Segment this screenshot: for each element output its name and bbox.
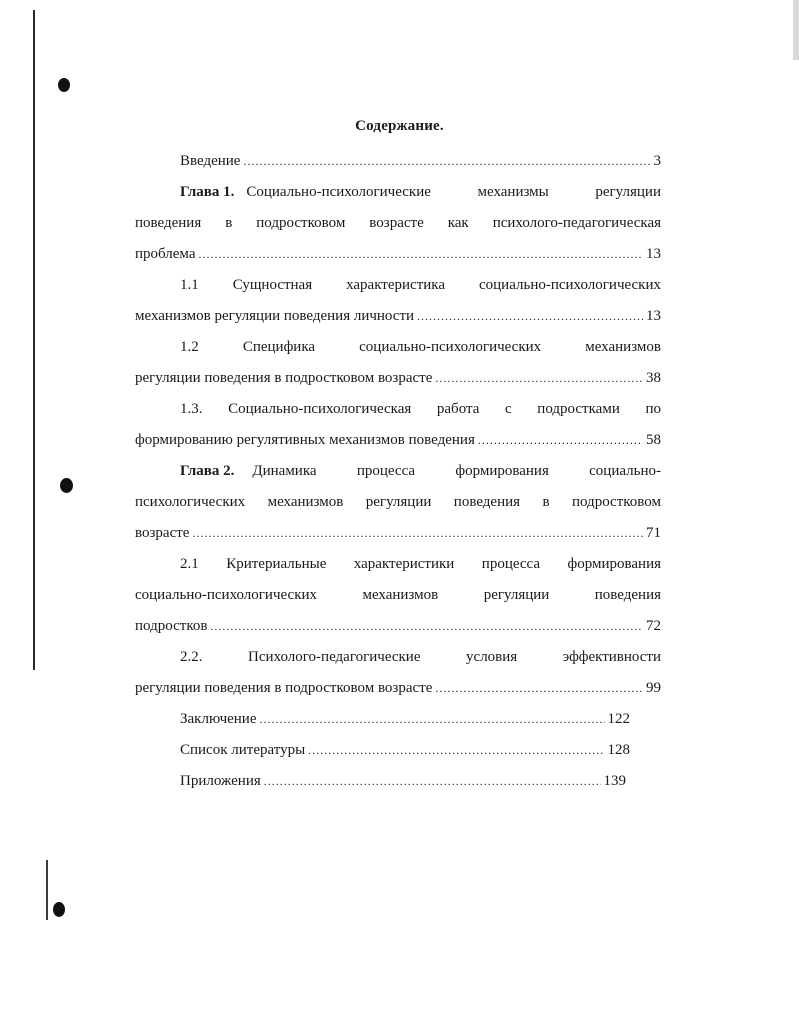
- toc-section-1-2-line-2[interactable]: [135, 363, 661, 393]
- leader-dots: [435, 363, 643, 393]
- leader-dots: [198, 239, 643, 269]
- toc-entry-conclusion[interactable]: [180, 704, 630, 734]
- page-title: Содержание.: [355, 118, 444, 134]
- toc-label: регуляции поведения в подростковом возрасте: [135, 370, 433, 386]
- toc-page: 71: [646, 525, 661, 541]
- leader-dots: [308, 735, 604, 765]
- chapter-title-line: Социально-психологические механизмы регуляции: [246, 184, 661, 200]
- leader-dots: [435, 673, 643, 703]
- toc-page: 3: [653, 153, 661, 169]
- toc-page: 13: [646, 308, 661, 324]
- toc-page: 139: [603, 773, 626, 789]
- toc-entry-references[interactable]: [180, 735, 630, 765]
- toc-page: 58: [646, 432, 661, 448]
- toc-label: Приложения: [180, 773, 261, 789]
- scan-speck: [60, 478, 73, 493]
- chapter-prefix: Глава 1.: [180, 184, 235, 200]
- toc-section-2-1-line-2: социально-психологических механизмов регуляции поведения: [135, 587, 661, 603]
- toc-page: 13: [646, 246, 661, 262]
- leader-dots: [478, 425, 643, 455]
- toc-chapter-1-line-3[interactable]: [135, 239, 661, 269]
- toc-section-2-2-line-2[interactable]: [135, 673, 661, 703]
- scan-speck: [58, 78, 70, 92]
- toc-section-2-1-line-1: 2.1 Критериальные характеристики процесса формирования: [180, 556, 661, 572]
- toc-label: подростков: [135, 618, 208, 634]
- scan-edge-line: [33, 10, 35, 670]
- scan-edge-line-lower: [46, 860, 48, 920]
- toc-entry-appendices[interactable]: [180, 766, 626, 796]
- toc-label: возрасте: [135, 525, 190, 541]
- toc-label: формированию регулятивных механизмов поведения: [135, 432, 475, 448]
- leader-dots: [260, 704, 605, 734]
- toc-chapter-1-line-1[interactable]: [180, 177, 661, 207]
- chapter-title-line: Динамика процесса формирования социально-: [252, 463, 661, 479]
- leader-dots: [417, 301, 643, 331]
- toc-section-2-1-line-3[interactable]: [135, 611, 661, 641]
- scan-corner: [793, 0, 799, 60]
- chapter-prefix: Глава 2.: [180, 463, 235, 479]
- toc-label: регуляции поведения в подростковом возрасте: [135, 680, 433, 696]
- toc-page: 72: [646, 618, 661, 634]
- leader-dots: [243, 146, 650, 176]
- toc-section-1-1-line-2[interactable]: [135, 301, 661, 331]
- toc-label: Заключение: [180, 711, 257, 727]
- toc-label: механизмов регуляции поведения личности: [135, 308, 415, 324]
- toc-entry-intro[interactable]: [180, 146, 661, 176]
- leader-dots: [264, 766, 601, 796]
- toc-page: 128: [607, 742, 630, 758]
- toc-chapter-2-line-1[interactable]: [180, 456, 661, 486]
- scan-speck: [53, 902, 65, 917]
- toc-section-1-3-line-1: 1.3. Социально-психологическая работа с подростками по: [180, 401, 661, 417]
- toc-chapter-2-line-2: психологических механизмов регуляции поведения в подростковом: [135, 494, 661, 510]
- toc-chapter-1-line-2: поведения в подростковом возрасте как психолого-педагогическая: [135, 215, 661, 231]
- toc-section-1-3-line-2[interactable]: [135, 425, 661, 455]
- toc-section-2-2-line-1: 2.2. Психолого-педагогические условия эффективности: [180, 649, 661, 665]
- toc-chapter-2-line-3[interactable]: [135, 518, 661, 548]
- leader-dots: [210, 611, 643, 641]
- toc-label: Введение: [180, 153, 241, 169]
- toc-page: 99: [646, 680, 661, 696]
- toc-label: Список литературы: [180, 742, 306, 758]
- toc-label: проблема: [135, 246, 196, 262]
- toc-page: 38: [646, 370, 661, 386]
- toc-section-1-2-line-1: 1.2 Специфика социально-психологических механизмов: [180, 339, 661, 355]
- toc-section-1-1-line-1: 1.1 Сущностная характеристика социально-психологических: [180, 277, 661, 293]
- leader-dots: [192, 518, 643, 548]
- toc-page: 122: [607, 711, 630, 727]
